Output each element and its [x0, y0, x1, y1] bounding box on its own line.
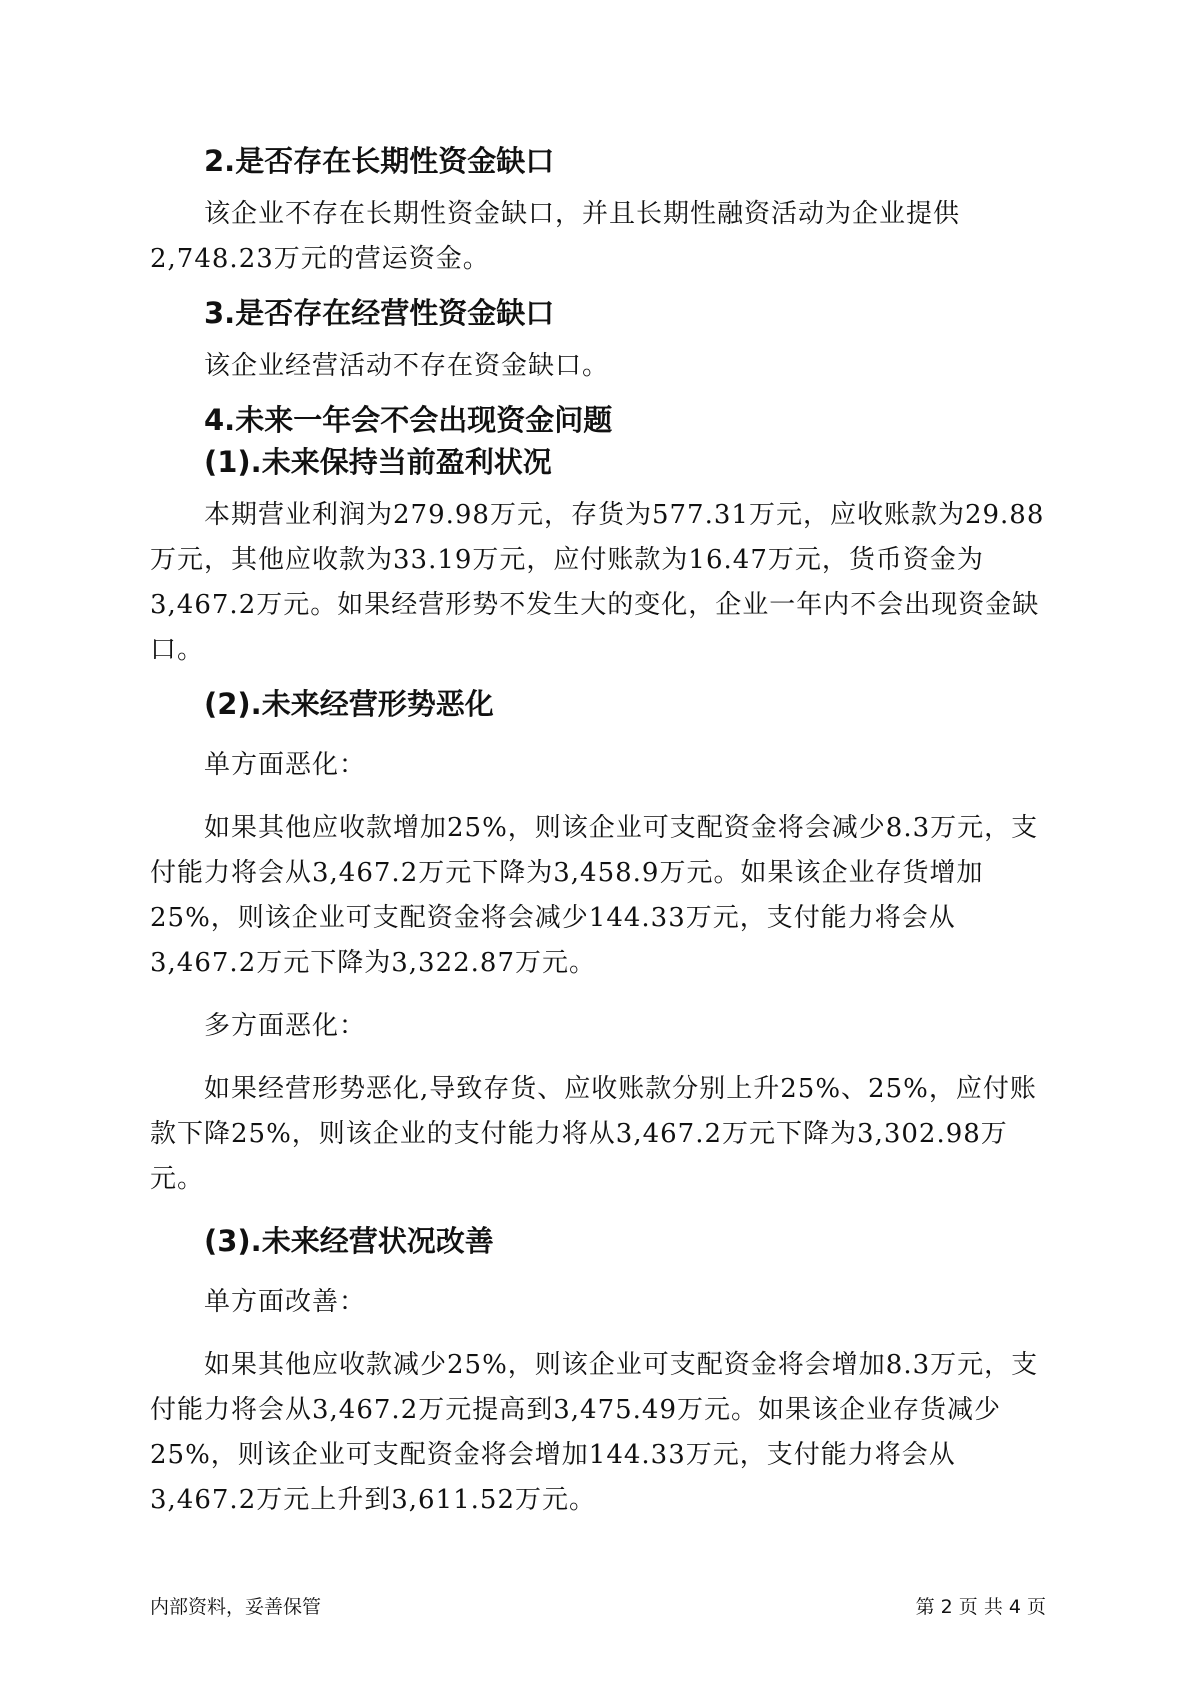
heading-operating-gap: 3.是否存在经营性资金缺口: [204, 296, 555, 330]
heading-long-term-gap: 2.是否存在长期性资金缺口: [204, 144, 555, 178]
heading-deteriorate: (2).未来经营形势恶化: [204, 687, 494, 721]
footer-page-number: 第 2 页 共 4 页: [915, 1596, 1046, 1618]
heading-improve: (3).未来经营状况改善: [204, 1224, 494, 1258]
paragraph-single-improve: 如果其他应收款减少25%，则该企业可支配资金将会增加8.3万元，支付能力将会从3,467.2万元提高到3,475.49万元。如果该企业存货减少25%，则该企业可支配资金将会增加144.33万元，支付能力将会从3,467.2万元上升到3,611.52万元。: [150, 1350, 1039, 1515]
label-single-deteriorate: 单方面恶化：: [204, 750, 367, 780]
paragraph-long-term-gap: 该企业不存在长期性资金缺口，并且长期性融资活动为企业提供2,748.23万元的营运资金。: [150, 199, 961, 274]
document-content: [150, 140, 1050, 1523]
label-single-improve: 单方面改善：: [204, 1287, 367, 1317]
paragraph-single-deteriorate: 如果其他应收款增加25%，则该企业可支配资金将会减少8.3万元，支付能力将会从3,467.2万元下降为3,458.9万元。如果该企业存货增加25%，则该企业可支配资金将会减少144.33万元，支付能力将会从3,467.2万元下降为3,322.87万元。: [150, 813, 1039, 978]
label-multi-deteriorate: 多方面恶化：: [204, 1011, 367, 1041]
footer-confidential-note: 内部资料，妥善保管: [150, 1596, 322, 1618]
paragraph-operating-gap: 该企业经营活动不存在资金缺口。: [204, 351, 610, 381]
paragraph-multi-deteriorate: 如果经营形势恶化,导致存货、应收账款分别上升25%、25%，应付账款下降25%，则该企业的支付能力将从3,467.2万元下降为3,302.98万元。: [150, 1074, 1037, 1194]
paragraph-keep-profit: 本期营业利润为279.98万元，存货为577.31万元，应收账款为29.88万元，其他应收款为33.19万元，应付账款为16.47万元，货币资金为3,467.2万元。如果经营形势不发生大的变化，企业一年内不会出现资金缺口。: [150, 500, 1045, 665]
heading-next-year: 4.未来一年会不会出现资金问题: [204, 403, 613, 437]
heading-keep-profit: (1).未来保持当前盈利状况: [204, 445, 552, 479]
